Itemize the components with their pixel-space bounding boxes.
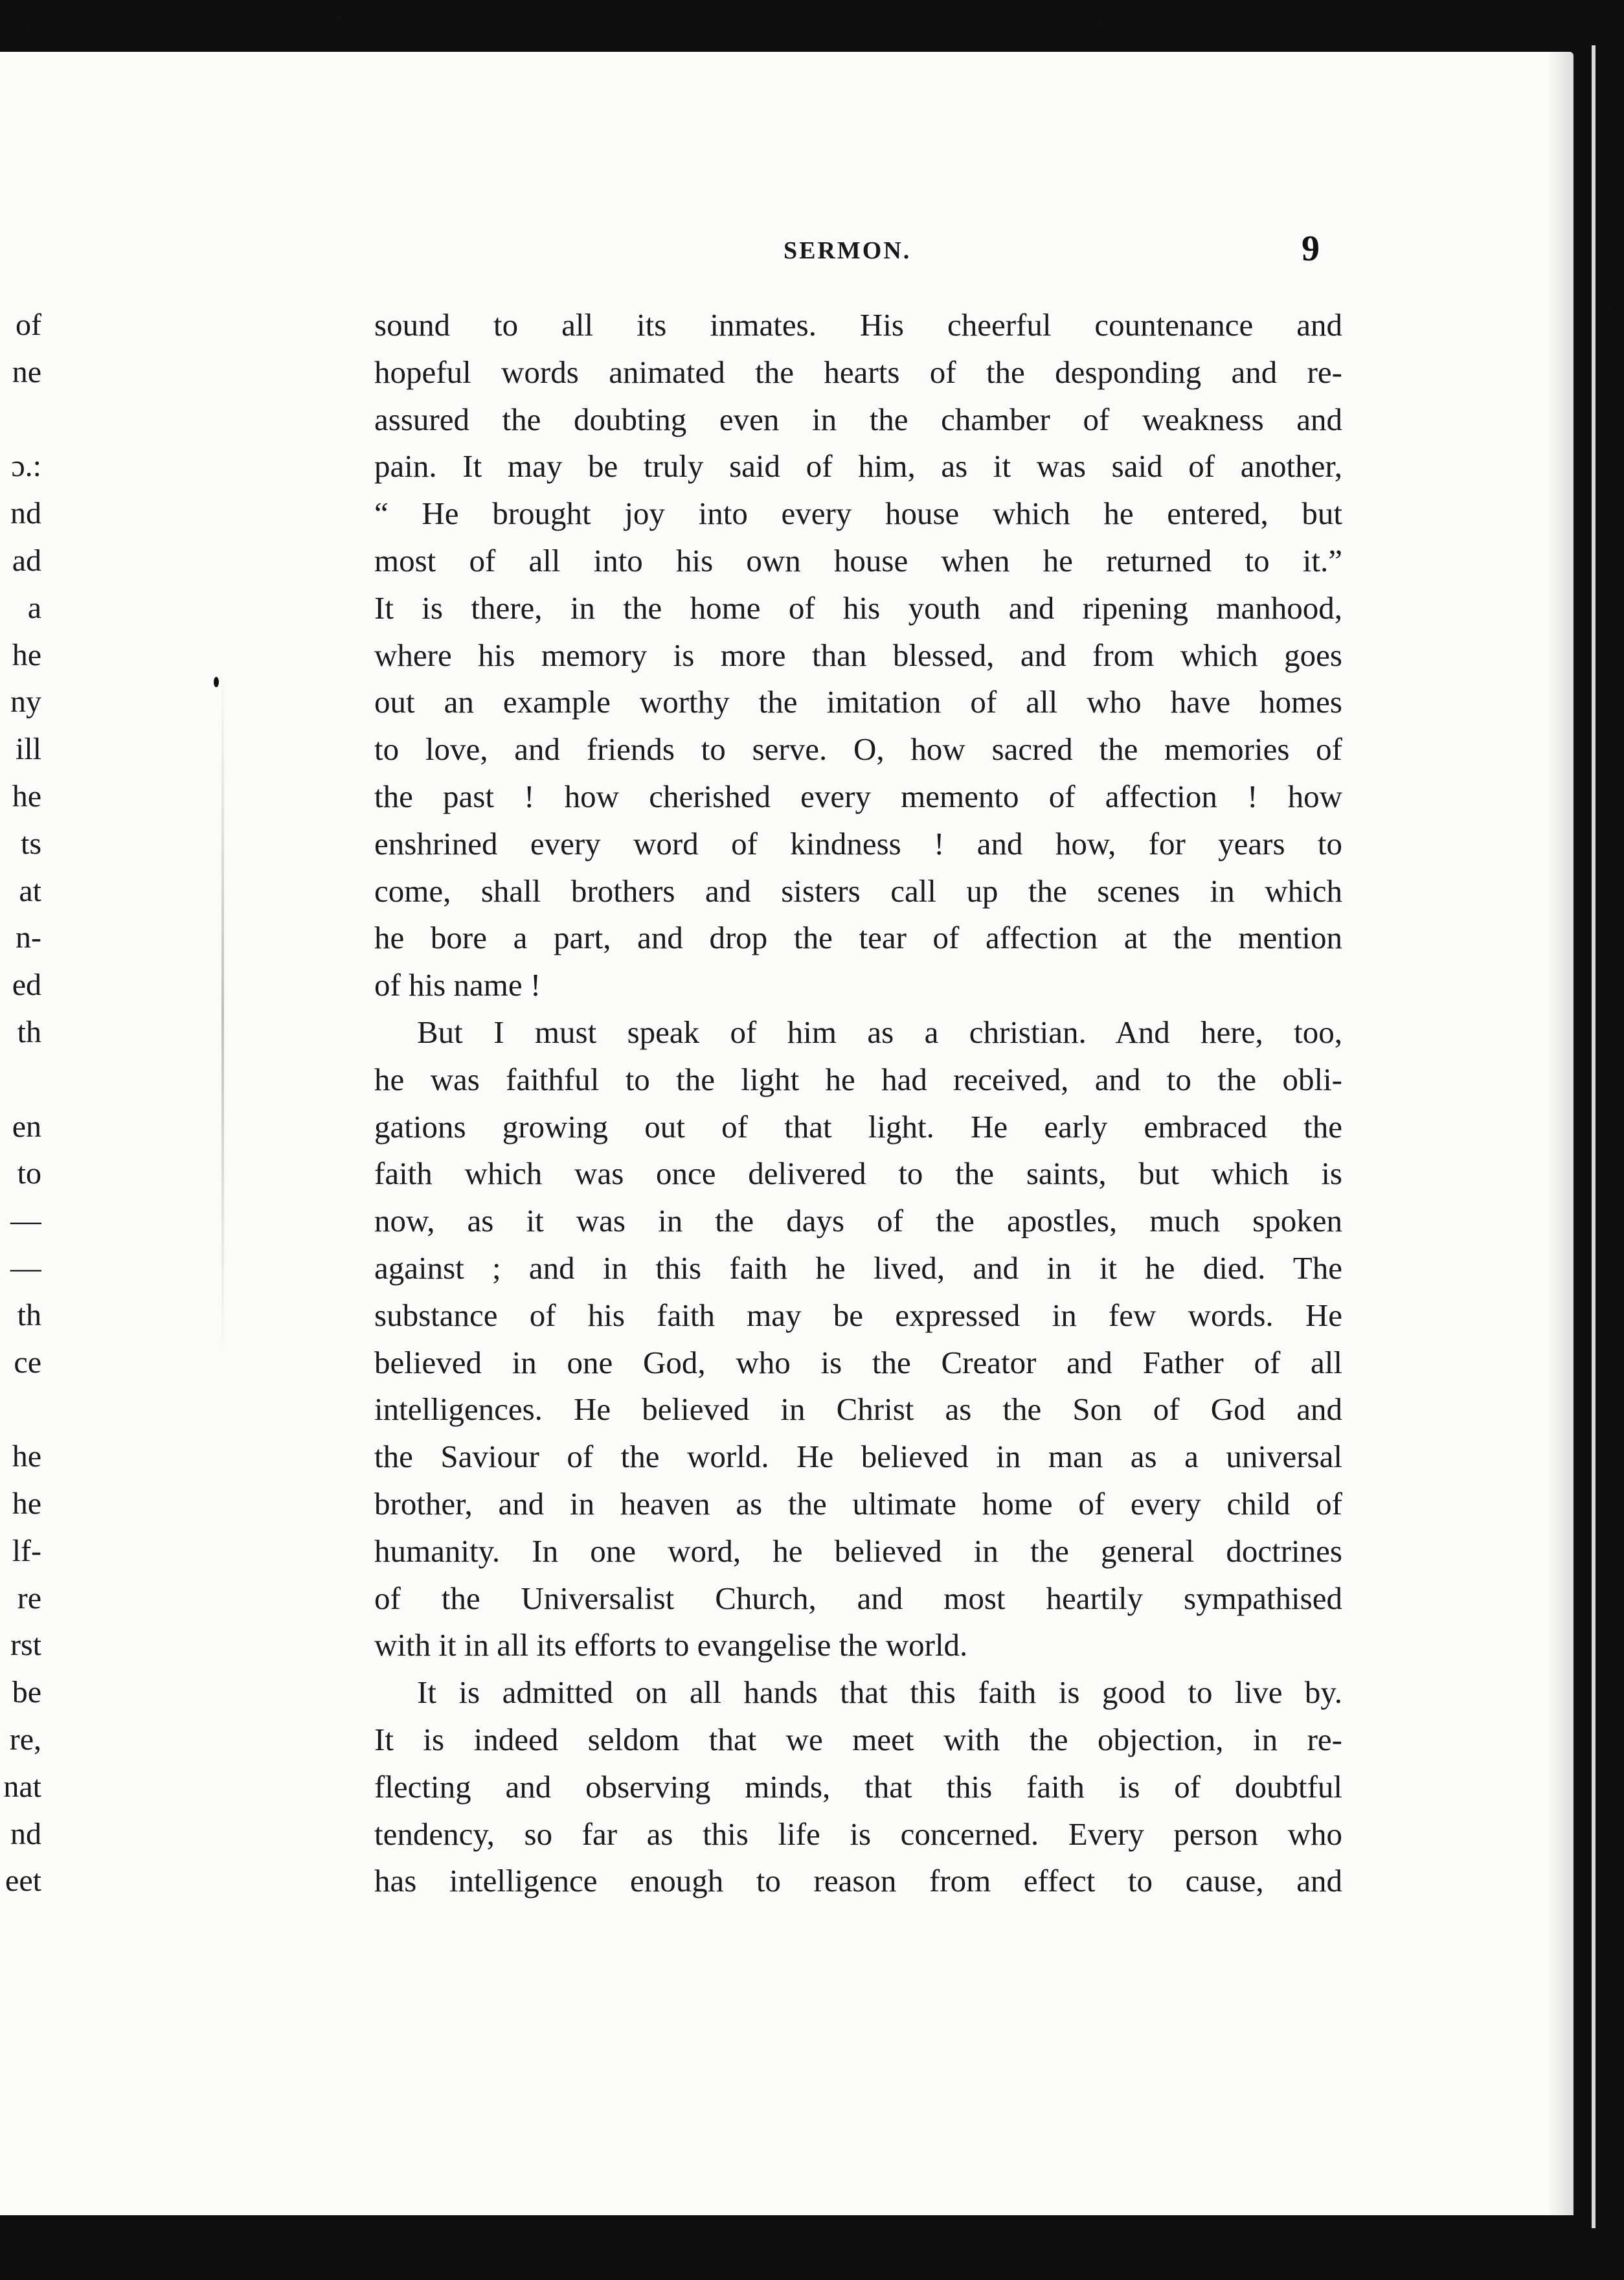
fragment-line: nd	[10, 496, 41, 531]
text-line: gations growing out of that light. He early embraced the	[374, 1108, 1342, 1145]
fragment-line: th	[17, 1014, 41, 1049]
text-line: It is there, in the home of his youth and ripening manhood,	[374, 589, 1342, 626]
fragment-line	[0, 1386, 41, 1433]
running-head: SERMON.	[784, 237, 912, 264]
text-line: sound to all its inmates. His cheerful countenance and	[374, 307, 1342, 343]
fragment-line: th	[17, 1297, 41, 1332]
fragment-line: ce	[14, 1345, 41, 1380]
fragment-line: ne	[12, 354, 41, 389]
fragment-line: n-	[16, 920, 41, 955]
text-line: assured the doubting even in the chamber of weakness and	[374, 401, 1342, 437]
scan-speck	[26, 26, 31, 31]
page-number: 9	[1302, 229, 1320, 269]
text-line: of the Universalist Church, and most heartily sympathised	[374, 1580, 1342, 1616]
fragment-line: he	[12, 1486, 41, 1521]
scan-speck	[1606, 304, 1611, 310]
text-line: most of all into his own house when he returned to it.”	[374, 542, 1342, 578]
text-line: believed in one God, who is the Creator and Father of all	[374, 1344, 1342, 1380]
text-line: the Saviour of the world. He believed in man as a universal	[374, 1439, 1342, 1475]
text-line: intelligences. He believed in Christ as the Son of God and	[374, 1391, 1342, 1428]
text-line: pain. It may be truly said of him, as it was said of another,	[374, 448, 1342, 484]
fragment-line: en	[12, 1109, 41, 1144]
fragment-line: ad	[12, 543, 41, 578]
fragment-line	[0, 1056, 41, 1104]
text-line: enshrined every word of kindness ! and how, for years to	[374, 825, 1342, 861]
gutter-crease	[221, 674, 224, 1354]
fragment-line: ny	[10, 685, 41, 720]
scan-speck	[214, 677, 219, 687]
scan-speck	[1101, 19, 1105, 23]
fragment-line: re	[17, 1580, 41, 1615]
fragment-line: lf-	[12, 1533, 41, 1568]
fragment-line: be	[12, 1675, 41, 1710]
text-line: substance of his faith may be expressed in few words. He	[374, 1297, 1342, 1333]
fragment-line: he	[12, 779, 41, 814]
fragment-line: to	[17, 1156, 41, 1191]
fragment-line: re,	[9, 1722, 41, 1757]
text-line: against ; and in this faith he lived, and in it he died. The	[374, 1249, 1342, 1286]
fragment-line: at	[19, 873, 41, 908]
fragment-line: —	[10, 1250, 41, 1285]
text-line: It is admitted on all hands that this faith is good to live by.	[417, 1674, 1342, 1711]
fragment-line: rst	[10, 1628, 41, 1663]
fragment-line: ts	[20, 826, 41, 861]
text-line: humanity. In one word, he believed in the general doctrines	[374, 1533, 1342, 1569]
text-line: tendency, so far as this life is concerned. Every person who	[374, 1816, 1342, 1852]
text-line: hopeful words animated the hearts of the desponding and re-	[374, 354, 1342, 390]
text-line: brother, and in heaven as the ultimate home of every child of	[374, 1485, 1342, 1522]
left-page-fragments	[0, 302, 41, 1905]
text-line: come, shall brothers and sisters call up the scenes in which	[374, 872, 1342, 909]
text-line: out an example worthy the imitation of all who have homes	[374, 684, 1342, 720]
page-edge	[1592, 45, 1596, 2228]
text-line: he bore a part, and drop the tear of affection at the mention	[374, 920, 1342, 956]
fragment-line: he	[12, 1439, 41, 1474]
text-line: now, as it was in the days of the apostles, much spoken	[374, 1203, 1342, 1239]
text-line: of his name !	[374, 967, 541, 1003]
fragment-line: he	[12, 637, 41, 672]
text-line: flecting and observing minds, that this faith is of doubtful	[374, 1768, 1342, 1805]
text-line: It is indeed seldom that we meet with the objection, in re-	[374, 1721, 1342, 1757]
scan-speck	[337, 14, 343, 21]
text-line: faith which was once delivered to the saints, but which is	[374, 1156, 1342, 1192]
text-line: the past ! how cherished every memento of affection ! how	[374, 778, 1342, 814]
body-text	[374, 302, 1342, 1905]
text-line: he was faithful to the light he had received, and to the obli-	[374, 1061, 1342, 1097]
fragment-line: eet	[5, 1864, 41, 1898]
fragment-line: —	[10, 1203, 41, 1238]
fragment-line	[0, 396, 41, 444]
fragment-line: ɔ.:	[11, 449, 41, 484]
text-line: where his memory is more than blessed, and from which goes	[374, 637, 1342, 673]
text-line: with it in all its efforts to evangelise the world.	[374, 1627, 968, 1663]
text-line: has intelligence enough to reason from effect to cause, and	[374, 1863, 1342, 1899]
fragment-line: a	[27, 590, 41, 625]
fragment-line: ed	[12, 968, 41, 1003]
fragment-line: nd	[10, 1816, 41, 1851]
fragment-line: ill	[15, 732, 41, 767]
text-line: “ He brought joy into every house which he entered, but	[374, 496, 1342, 532]
page-shadow	[1548, 52, 1573, 2215]
text-line: But I must speak of him as a christian. And here, too,	[417, 1014, 1342, 1050]
text-line: to love, and friends to serve. O, how sacred the memories of	[374, 731, 1342, 768]
fragment-line: nat	[3, 1769, 41, 1804]
fragment-line: of	[16, 308, 41, 342]
